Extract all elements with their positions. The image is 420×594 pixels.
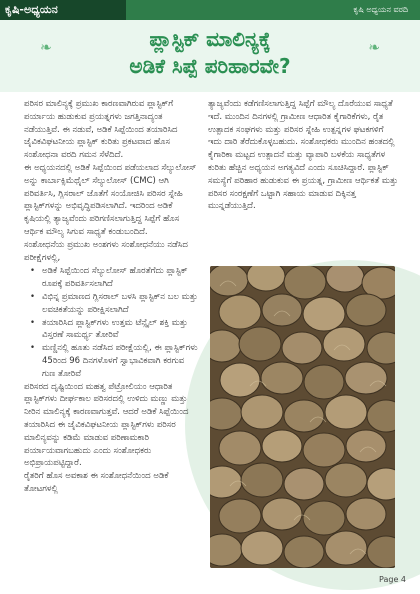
title-line-2: ಅಡಿಕೆ ಸಿಪ್ಪೆ ಪರಿಹಾರವೇ? bbox=[129, 54, 291, 78]
list-item: • ಅಡಿಕೆ ಸಿಪ್ಪೆಯಿಂದ ಸೆಲ್ಯುಲೋಸ್ ಹೊರತೆಗೆದು ಪ್ಲಾಸ್ಟಿಕ್ ರೂಪಕ್ಕೆ ಪರಿವರ್ತಿಸಲಾಗಿದೆ bbox=[24, 265, 200, 291]
title-line-1: ಪ್ಲಾಸ್ಟಿಕ್ ಮಾಲಿನ್ಯಕ್ಕೆ bbox=[149, 27, 271, 51]
environment-paragraph: ಪರಿಸರದ ದೃಷ್ಟಿಯಿಂದ ಮಹತ್ವ ಪೆಟ್ರೋಲಿಯಂ ಆಧಾರಿತ ಪ್ಲಾಸ್ಟಿಕ್‌ಗಳು ದೀರ್ಘಕಾಲ ಪರಿಸರದಲ್ಲಿ ಉಳಿದು ಮಣ್ಣು ಮತ್ತು ನೀರಿನ ಮಾಲಿನ್ಯಕ್ಕೆ ಕಾರಣವಾಗುತ್ತವೆ. ಆದರೆ ಅಡಿಕೆ ಸಿಪ್ಪೆಯಿಂದ ತಯಾರಿಸಿದ ಈ ಜೈವಿಕವಿಘಟನೀಯ ಪ್ಲಾಸ್ಟಿಕ್‌ಗಳು ಪರಿಸರ ಮಾಲಿನ್ಯವನ್ನು ಕಡಿಮೆ ಮಾಡುವ ಪರಿಣಾಮಕಾರಿ ಪರ್ಯಾಯವಾಗಬಹುದು ಎಂದು ಸಂಶೋಧಕರು ಅಭಿಪ್ರಾಯಪಟ್ಟಿದ್ದಾರೆ. bbox=[24, 381, 189, 469]
leaf-decoration-icon: ❧ bbox=[368, 40, 380, 56]
left-column bbox=[24, 98, 200, 496]
page-title bbox=[0, 26, 420, 80]
list-item: • ವಿಭಿನ್ನ ಪ್ರಮಾಣದ ಗ್ಲಿಸರಾಲ್ ಬಳಸಿ ಪ್ಲಾಸ್ಟಿಕ್‌ನ ಬಲ ಮತ್ತು ಲವಚಿಕತೆಯನ್ನು ಪರೀಕ್ಷಿಸಲಾಗಿದೆ bbox=[24, 291, 200, 317]
header-right-label: ಕೃಷಿ ಅಧ್ಯಯನ ವರದಿ bbox=[353, 5, 408, 14]
right-column bbox=[208, 98, 398, 213]
page-number: Page 4 bbox=[379, 575, 406, 584]
list-item: • ತಯಾರಿಸಿದ ಪ್ಲಾಸ್ಟಿಕ್‌ಗಳು ಉತ್ತಮ ಟೆನ್ಸೈಲ್ ಶಕ್ತಿ ಮತ್ತು ವಿಸ್ತರಣೆ ಸಾಮರ್ಥ್ಯ ತೋರಿವೆ bbox=[24, 317, 200, 343]
findings-list bbox=[24, 265, 200, 380]
farmers-paragraph: ರೈತರಿಗೆ ಹೊಸ ಅವಕಾಶ ಈ ಸಂಶೋಧನೆಯಿಂದ ಅಡಿಕೆ ತೋಟಗಳಲ್ಲಿ bbox=[24, 471, 169, 494]
conclusion-paragraph: ತ್ಯಾಜ್ಯವೆಂದು ಕಡೆಗಣಿಸಲಾಗುತ್ತಿದ್ದ ಸಿಪ್ಪೆಗೆ ಮೌಲ್ಯ ದೊರೆಯುವ ಸಾಧ್ಯತೆ ಇದೆ. ಮುಂದಿನ ದಿನಗಳಲ್ಲಿ ಗ್ರಾಮೀಣ ಆಧಾರಿತ ಕೈಗಾರಿಕೆಗಳು, ರೈತ ಉತ್ಪಾದಕ ಸಂಘಗಳು ಮತ್ತು ಪರಿಸರ ಸ್ನೇಹಿ ಉತ್ಪನ್ನಗಳ ಘಟಕಗಳಿಗೆ ಇದು ದಾರಿ ತೆರೆದುಕೊಳ್ಳಬಹುದು. ಸಂಶೋಧಕರು ಮುಂದಿನ ಹಂತದಲ್ಲಿ ಕೈಗಾರಿಕಾ ಮಟ್ಟದ ಉತ್ಪಾದನೆ ಮತ್ತು ವ್ಯಾಪಾರಿ ಬಳಕೆಯ ಸಾಧ್ಯತೆಗಳ ಕುರಿತು ಹೆಚ್ಚಿನ ಅಧ್ಯಯನ ಅಗತ್ಯವಿದೆ ಎಂದು ಸೂಚಿಸಿದ್ದಾರೆ. ಪ್ಲಾಸ್ಟಿಕ್ ಸಮಸ್ಯೆಗೆ ಪರಿಹಾರ ಹುಡುಕುವ ಈ ಪ್ರಯತ್ನ, ಗ್ರಾಮೀಣ ಆರ್ಥಿಕತೆ ಮತ್ತು ಪರಿಸರ ಸಂರಕ್ಷಣೆಗೆ ಒಟ್ಟಾಗಿ ಸಹಾಯ ಮಾಡುವ ದಿಕ್ಕಿನತ್ತ ಮುನ್ನಡೆಯುತ್ತಿದೆ. bbox=[208, 99, 398, 212]
leaf-decoration-icon: ❧ bbox=[40, 40, 52, 56]
arecanut-husk-photo bbox=[210, 266, 395, 568]
intro-paragraph: ಪರಿಸರ ಮಾಲಿನ್ಯಕ್ಕೆ ಪ್ರಮುಖ ಕಾರಣವಾಗಿರುವ ಪ್ಲಾಸ್ಟಿಕ್‌ಗೆ ಪರ್ಯಾಯ ಹುಡುಕುವ ಪ್ರಯತ್ನಗಳು ಜಗತ್ತಿನಾದ್ಯಂತ ನಡೆಯುತ್ತಿವೆ. ಈ ನಡುವೆ, ಅಡಿಕೆ ಸಿಪ್ಪೆಯಿಂದ ತಯಾರಿಸಿದ ಜೈವಿಕವಿಘಟನೀಯ ಪ್ಲಾಸ್ಟಿಕ್ ಕುರಿತು ಪ್ರಕಟವಾದ ಹೊಸ ಸಂಶೋಧನಾ ವರದಿ ಗಮನ ಸೆಳೆದಿದೆ. bbox=[24, 99, 178, 161]
findings-heading-paragraph: ಸಂಶೋಧನೆಯ ಪ್ರಮುಖ ಅಂಶಗಳು ಸಂಶೋಧನೆಯು ನಡೆಸಿದ ಪರೀಕ್ಷೆಗಳಲ್ಲಿ, bbox=[24, 239, 188, 263]
section-tag: ಕೃಷಿ-ಅಧ್ಯಯನ bbox=[0, 0, 126, 20]
list-item: • ಮಣ್ಣಿನಲ್ಲಿ ಹೂತು ನಡೆಸಿದ ಪರೀಕ್ಷೆಯಲ್ಲಿ, ಈ ಪ್ಲಾಸ್ಟಿಕ್‌ಗಳು 45ರಿಂದ 96 ದಿನಗಳೊಳಗೆ ಸ್ವಾಭಾವಿಕವಾಗಿ ಕರಗುವ ಗುಣ ತೋರಿವೆ bbox=[24, 342, 200, 380]
study-paragraph: ಈ ಅಧ್ಯಯನದಲ್ಲಿ ಅಡಿಕೆ ಸಿಪ್ಪೆಯಿಂದ ಪಡೆಯಲಾದ ಸೆಲ್ಯುಲೋಸ್ ಅನ್ನು ಕಾರ್ಬಾಕ್ಸಿಮೆಥೈಲ್ ಸೆಲ್ಯುಲೋಸ್ (CMC) ಆಗಿ ಪರಿವರ್ತಿಸಿ, ಗ್ಲಿಸರಾಲ್ ಜೊತೆಗೆ ಸಂಯೋಜಿಸಿ ಪರಿಸರ ಸ್ನೇಹಿ ಪ್ಲಾಸ್ಟಿಕ್‌ಗಳನ್ನು ಅಭಿವೃದ್ಧಿಪಡಿಸಲಾಗಿದೆ. ಇದರಿಂದ ಅಡಿಕೆ ಕೃಷಿಯಲ್ಲಿ ತ್ಯಾಜ್ಯವೆಂದು ಪರಿಗಣಿಸಲಾಗುತ್ತಿದ್ದ ಸಿಪ್ಪೆಗೆ ಹೊಸ ಆರ್ಥಿಕ ಮೌಲ್ಯ ಸಿಗುವ ಸಾಧ್ಯತೆ ಕಂಡುಬಂದಿದೆ. bbox=[24, 162, 197, 237]
